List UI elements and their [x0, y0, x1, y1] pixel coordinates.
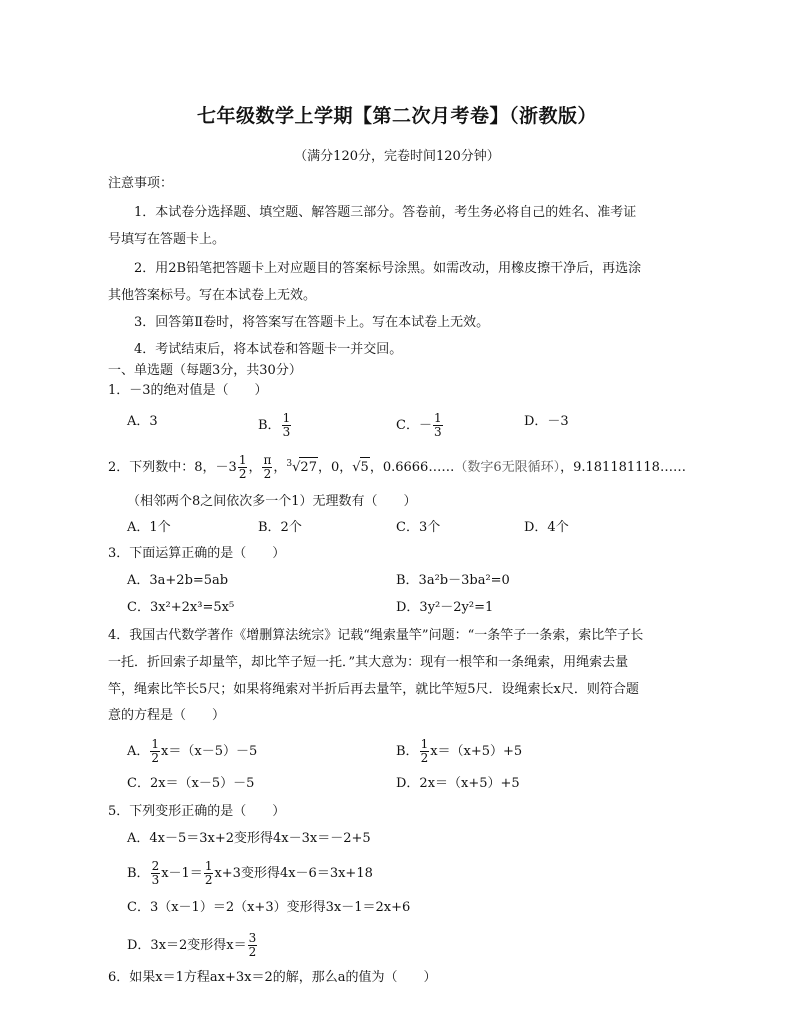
notice-item-3: 3．回答第Ⅱ卷时，将答案写在答题卡上。写在本试卷上无效。	[134, 315, 490, 330]
question-5-stem: 5．下列变形正确的是（ ）	[108, 804, 286, 819]
question-4-line-2: 一托．折回索子却量竿，却比竿子短一托．”其大意为：现有一根竿和一条绳索，用绳索去量	[108, 655, 629, 670]
question-4-line-3: 竿，绳索比竿长5尺；如果将绳索对半折后再去量竿，就比竿短5尺．设绳索长x尺．则符合题	[108, 682, 639, 697]
notice-item-1: 1．本试卷分选择题、填空题、解答题三部分。答卷前，考生务必将自己的姓名、准考证	[134, 205, 637, 220]
section-heading: 一、单选题（每题3分，共30分）	[108, 363, 302, 378]
page-subtitle: （满分120分，完卷时间120分钟）	[294, 149, 500, 164]
question-1-stem: 1．－3的绝对值是（ ）	[108, 383, 268, 398]
q1-option-a: A．3	[127, 414, 158, 429]
q5-option-d: D．3x＝2变形得x＝ $\frac{3}{2}$	[127, 931, 257, 959]
question-4-line-1: 4．我国古代数学著作《增删算法统宗》记载“绳索量竿”问题：“一条竿子一条索，索比竿子长	[108, 628, 644, 643]
q5-option-a: A．4x－5＝3x+2变形得4x－3x＝－2+5	[127, 831, 371, 846]
q3-option-c: C．3x²+2x³=5x⁵	[127, 600, 235, 615]
question-2-stem-cont: （相邻两个8之间依次多一个1）无理数有（ ）	[127, 494, 417, 509]
q2-option-c: C．3个	[396, 520, 441, 535]
notice-heading: 注意事项：	[108, 176, 174, 191]
q1-option-b: B． $\frac{1}{3}$	[258, 411, 291, 439]
q1-option-c: C．－ $\frac{1}{3}$	[396, 411, 442, 439]
q3-option-d: D．3y²－2y²=1	[396, 600, 494, 615]
q4-option-d: D．2x＝（x+5）+5	[396, 776, 520, 791]
question-3-stem: 3．下面运算正确的是（ ）	[108, 546, 286, 561]
page-title: 七年级数学上学期【第二次月考卷】（浙教版）	[196, 105, 597, 127]
q2-option-b: B．2个	[258, 520, 302, 535]
q5-option-b: B． $\frac{2}{3}$ x－1＝ $\frac{1}{2}$ x+3变形得4x－6＝3x+18	[127, 859, 373, 887]
q4-option-a: A． $\frac{1}{2}$ x＝（x－5）－5	[127, 737, 258, 765]
question-4-line-4: 意的方程是（ ）	[108, 708, 226, 723]
q2-option-d: D．4个	[524, 520, 569, 535]
notice-item-2: 2．用2B铅笔把答题卡上对应题目的答案标号涂黑。如需改动，用橡皮擦干净后，再选涂	[134, 261, 642, 276]
q1-option-d: D．－3	[524, 414, 569, 429]
notice-item-4: 4．考试结束后，将本试卷和答题卡一并交回。	[134, 342, 403, 357]
q2-option-a: A．1个	[127, 520, 171, 535]
q3-option-b: B．3a²b－3ba²=0	[396, 573, 510, 588]
notice-item-2-cont: 其他答案标号。写在本试卷上无效。	[108, 288, 317, 303]
question-6-stem: 6．如果x＝1方程ax+3x＝2的解，那么a的值为（ ）	[108, 970, 437, 985]
q4-option-b: B． $\frac{1}{2}$ x＝（x+5）+5	[396, 737, 523, 765]
q4-option-c: C．2x＝（x－5）－5	[127, 776, 255, 791]
notice-item-1-cont: 号填写在答题卡上。	[108, 232, 226, 247]
q5-option-c: C．3（x－1）＝2（x+3）变形得3x－1＝2x+6	[127, 900, 411, 915]
question-2-stem: 2．下列数中：8，－3 $\frac{1}{2}$ ， $\frac{\pi}{2}$ ，$^3$√27，0，√5，0.6666……（数字6无限循环），9.181181118……	[108, 453, 686, 481]
q3-option-a: A．3a+2b=5ab	[127, 573, 229, 588]
